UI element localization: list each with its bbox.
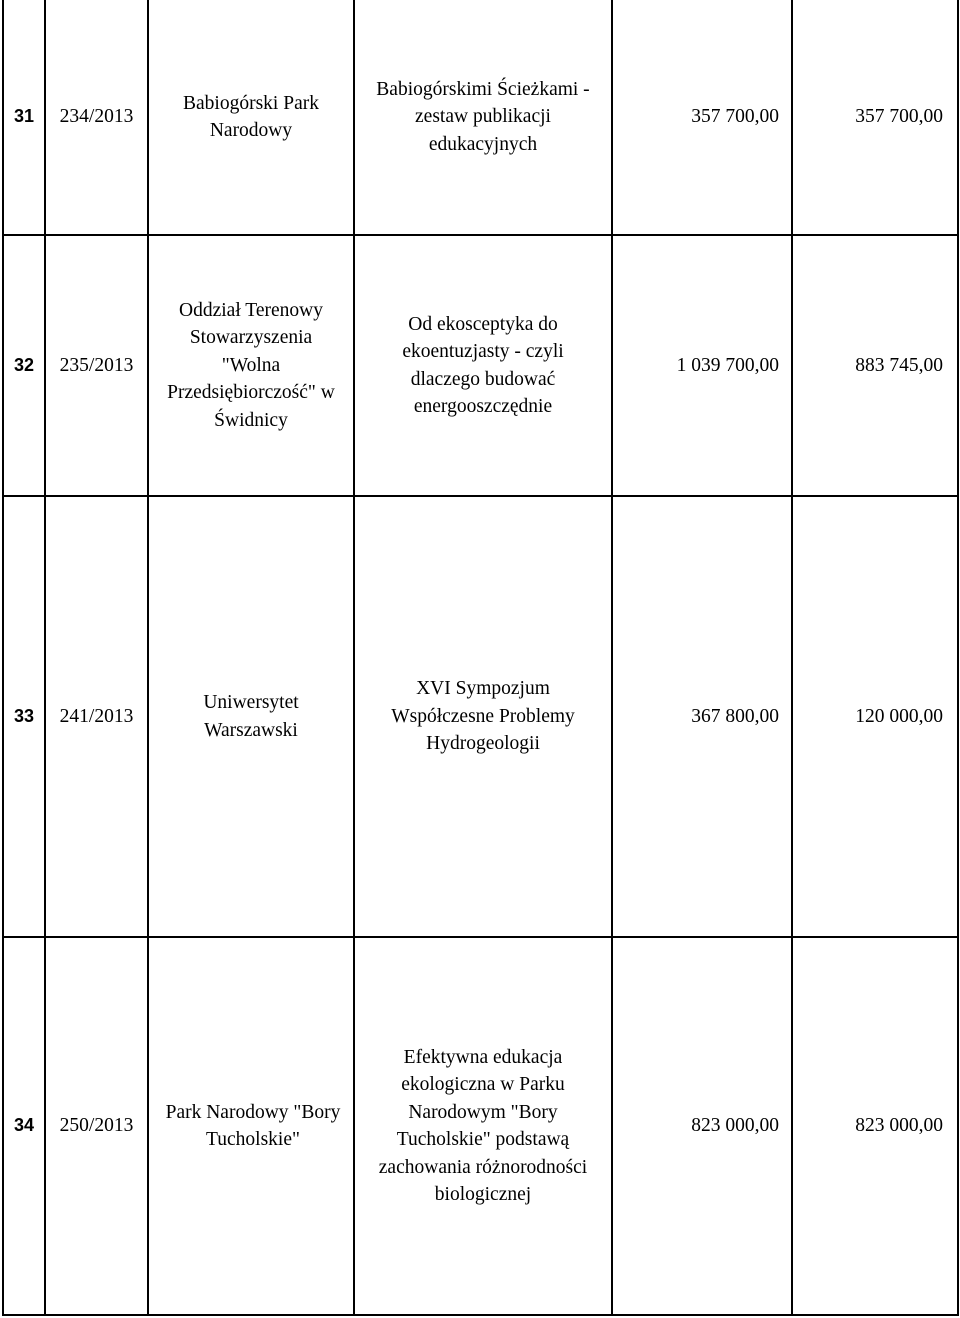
table-row xyxy=(3,0,958,235)
project-title-cell: Efektywna edukacja ekologiczna w Parku Narodowym "Bory Tucholskie" podstawą zachowania różnorodności biologicznej xyxy=(354,937,612,1315)
beneficiary-cell: Babiogórski Park Narodowy xyxy=(148,0,354,235)
subsidy-amount-cell: 357 700,00 xyxy=(792,0,958,235)
grants-table xyxy=(2,0,959,1316)
beneficiary-cell: Park Narodowy "Bory Tucholskie" xyxy=(148,937,354,1315)
row-number-cell: 33 xyxy=(3,496,45,937)
total-cost-cell: 823 000,00 xyxy=(612,937,792,1315)
contract-number-cell: 235/2013 xyxy=(45,235,148,496)
subsidy-amount-cell: 823 000,00 xyxy=(792,937,958,1315)
table-row xyxy=(3,937,958,1315)
row-number-cell: 32 xyxy=(3,235,45,496)
project-title-cell: Od ekosceptyka do ekoentuzjasty - czyli dlaczego budować energooszczędnie xyxy=(354,235,612,496)
contract-number-cell: 250/2013 xyxy=(45,937,148,1315)
project-title-cell: Babiogórskimi Ścieżkami - zestaw publikacji edukacyjnych xyxy=(354,0,612,235)
table-row xyxy=(3,235,958,496)
total-cost-cell: 1 039 700,00 xyxy=(612,235,792,496)
contract-number-cell: 234/2013 xyxy=(45,0,148,235)
beneficiary-cell: Oddział Terenowy Stowarzyszenia "Wolna Przedsiębiorczość" w Świdnicy xyxy=(148,235,354,496)
subsidy-amount-cell: 883 745,00 xyxy=(792,235,958,496)
row-number-cell: 31 xyxy=(3,0,45,235)
subsidy-amount-cell: 120 000,00 xyxy=(792,496,958,937)
contract-number-cell: 241/2013 xyxy=(45,496,148,937)
beneficiary-cell: Uniwersytet Warszawski xyxy=(148,496,354,937)
project-title-cell: XVI Sympozjum Współczesne Problemy Hydrogeologii xyxy=(354,496,612,937)
total-cost-cell: 357 700,00 xyxy=(612,0,792,235)
row-number-cell: 34 xyxy=(3,937,45,1315)
table-row xyxy=(3,496,958,937)
total-cost-cell: 367 800,00 xyxy=(612,496,792,937)
